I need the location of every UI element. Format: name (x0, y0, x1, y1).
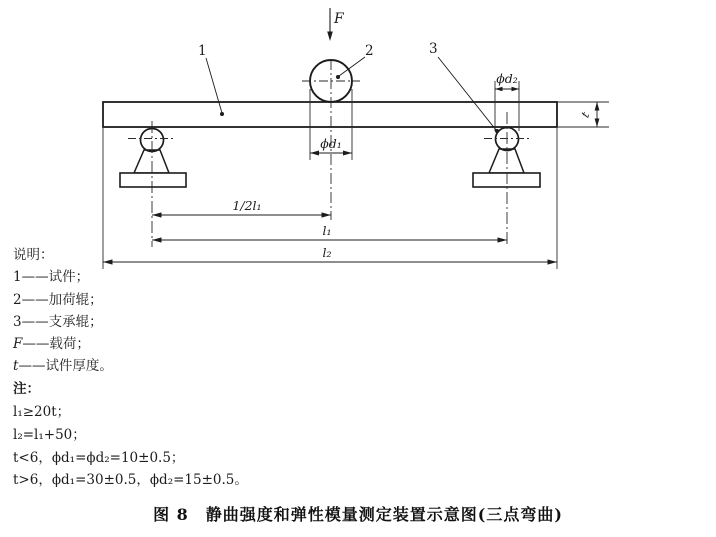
l2-label: l₂ (322, 245, 332, 260)
left-support-roller (120, 129, 186, 188)
note-line-4: t>6，ϕd₁=30±0.5，ϕd₂=15±0.5。 (13, 472, 248, 488)
figure-caption: 图 8 静曲强度和弹性模量测定装置示意图(三点弯曲) (153, 505, 563, 524)
right-support-roller (473, 128, 540, 188)
legend-item-2 (13, 292, 103, 308)
phi-d1-label: ϕd₁ (320, 136, 342, 151)
centerlines (103, 59, 609, 269)
dimension-l1 (152, 223, 507, 243)
legend-desc: ——载荷； (22, 336, 90, 352)
legend-item-1 (13, 269, 89, 285)
legend-desc: ——加荷辊； (21, 292, 103, 308)
legend-heading: 说明： (13, 247, 54, 263)
legend-item-3 (13, 314, 103, 330)
leader-dot-1 (220, 112, 224, 116)
l1-label: l₁ (322, 223, 332, 238)
part-label-3: 3 (429, 41, 438, 57)
legend-desc: ——试件厚度。 (18, 358, 113, 374)
legend-symbol: t (13, 358, 19, 374)
dimension-l2 (103, 245, 557, 265)
legend-item-F (13, 336, 90, 352)
force-arrow (327, 8, 345, 41)
dimension-thickness (578, 102, 600, 127)
legend-symbol: F (13, 336, 23, 352)
leader-dot-3 (495, 129, 499, 133)
legend-symbol: 3 (13, 314, 22, 330)
dimension-half-l1 (152, 198, 331, 218)
note-line-1: l₁≥20t； (13, 404, 71, 420)
notes-heading: 注： (13, 381, 40, 397)
dimension-phi-d2 (495, 71, 519, 91)
part-label-1: 1 (198, 43, 207, 59)
note-line-3: t<6，ϕd₁=ϕd₂=10±0.5； (13, 450, 185, 466)
half-l1-label: 1/2l₁ (232, 198, 262, 213)
part-label-2: 2 (365, 43, 374, 59)
legend-desc: ——试件； (21, 269, 90, 285)
dimension-phi-d1 (310, 136, 352, 156)
legend-symbol: 1 (13, 269, 22, 285)
specimen-beam (103, 102, 557, 127)
phi-d2-label: ϕd₂ (496, 71, 518, 86)
legend-desc: ——支承辊； (21, 314, 103, 330)
legend-item-t (13, 358, 113, 374)
thickness-label: t (577, 109, 593, 121)
leader-dot-2 (336, 75, 340, 79)
force-label: F (334, 11, 344, 27)
note-line-2: l₂=l₁+50； (13, 427, 86, 443)
legend-symbol: 2 (13, 292, 22, 308)
